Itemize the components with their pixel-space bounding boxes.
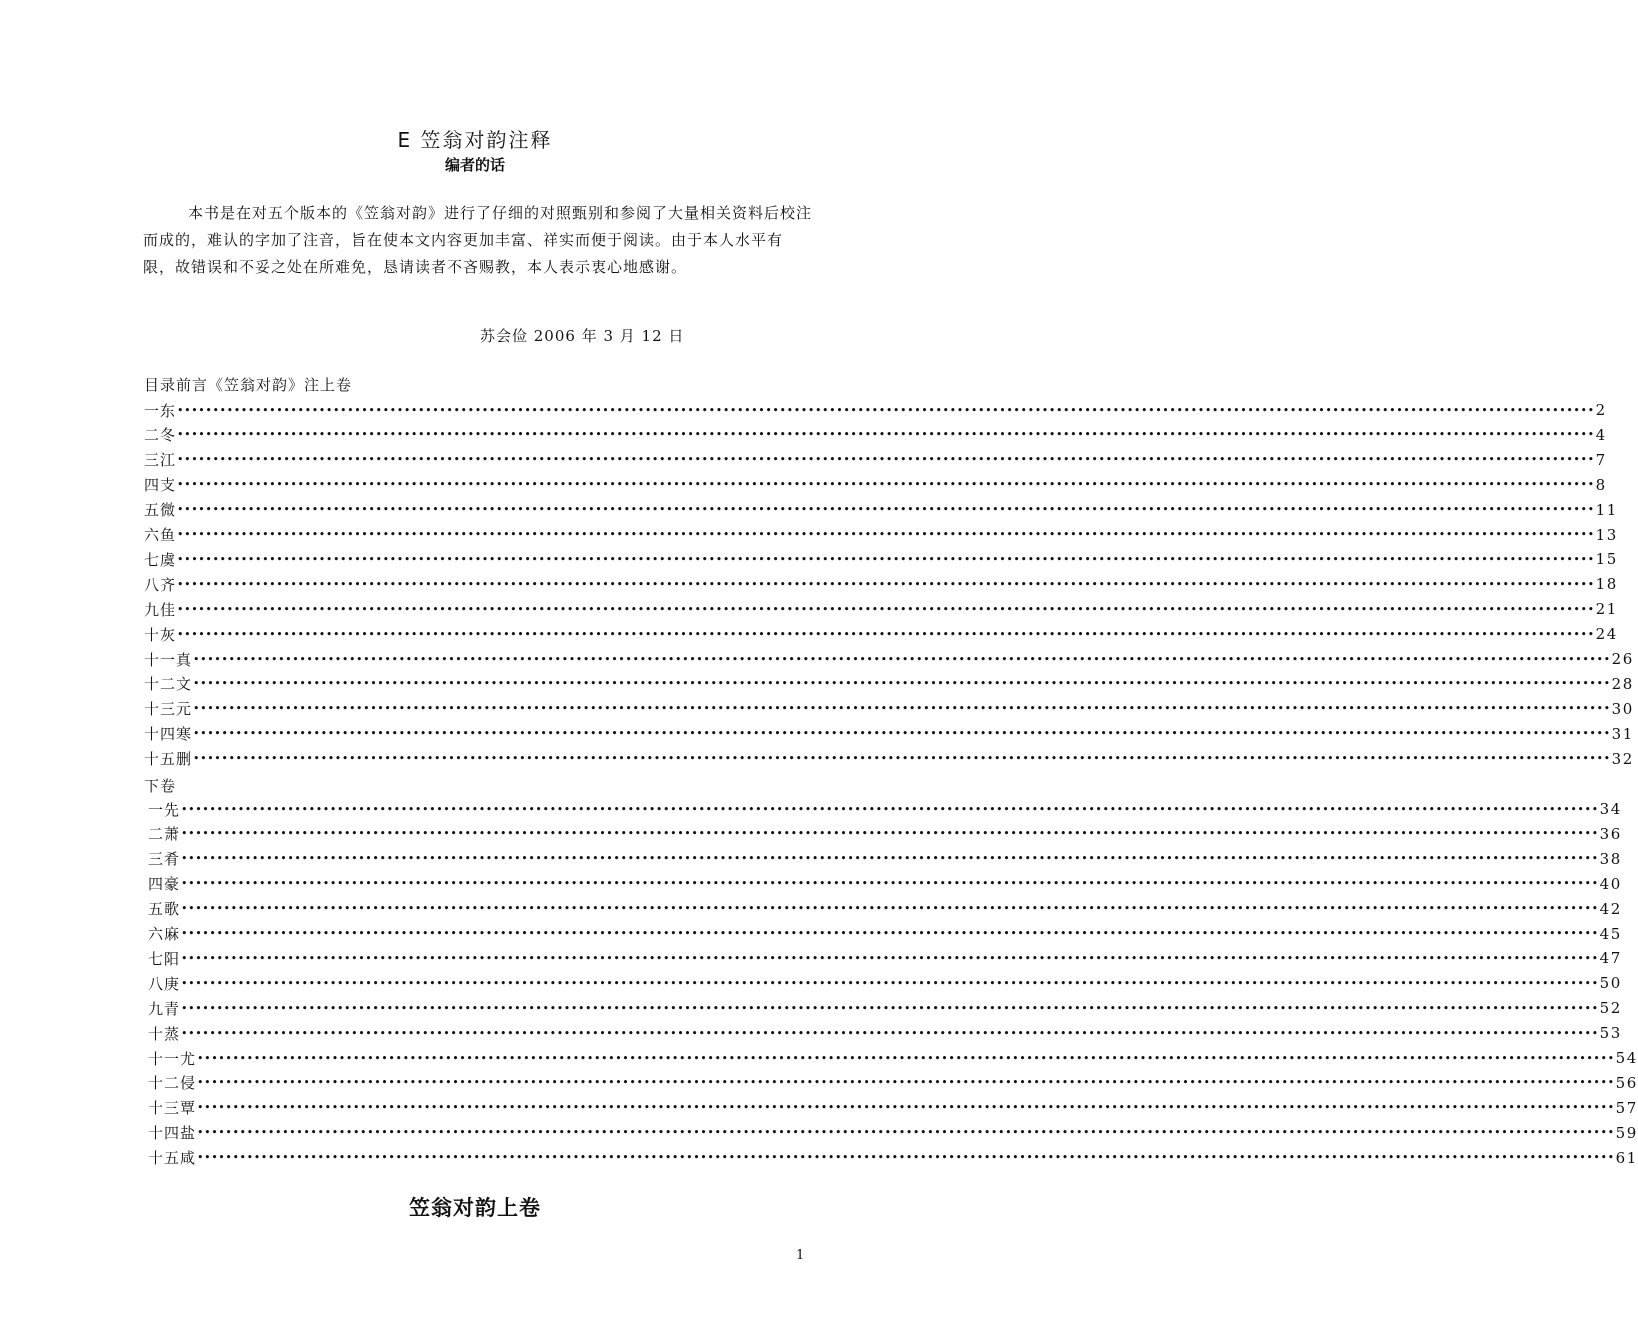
toc-dot-leader: ••••••••••••••••••••••••••••••••••••••••••••••••••••••••••••••••••••••••••••••••••••••••••••••••••••••••••••••••••••••••••••••••••••••••••••••••••••••••••••••••••••••••••••••••••••••••••••••••••••••••	[181, 976, 1599, 990]
toc-entry[interactable]	[144, 398, 1607, 422]
toc-entry[interactable]	[144, 547, 1618, 571]
toc-dot-leader: ••••••••••••••••••••••••••••••••••••••••••••••••••••••••••••••••••••••••••••••••••••••••••••••••••••••••••••••••••••••••••••••••••••••••••••••••••••••••••••••••••••••••••••••••••••••••••••••••••••••••	[197, 1101, 1615, 1115]
toc-entry[interactable]	[144, 1096, 1638, 1120]
toc-entry-page: 7	[1595, 450, 1607, 469]
toc-entry-label: 九青	[148, 999, 181, 1018]
toc-entry[interactable]	[144, 448, 1607, 472]
toc-entry-label: 十二文	[144, 675, 193, 694]
toc-entry-label: 十一真	[144, 650, 193, 669]
toc-dot-leader: ••••••••••••••••••••••••••••••••••••••••••••••••••••••••••••••••••••••••••••••••••••••••••••••••••••••••••••••••••••••••••••••••••••••••••••••••••••••••••••••••••••••••••••••••••••••••••••••••••••••••	[193, 702, 1611, 716]
toc-entry[interactable]	[144, 1071, 1638, 1095]
toc-entry-label: 三肴	[148, 850, 181, 869]
toc-entry-page: 56	[1615, 1073, 1638, 1092]
toc-entry[interactable]	[144, 572, 1618, 596]
toc-entry[interactable]	[144, 697, 1634, 721]
toc-entry-page: 38	[1599, 849, 1622, 868]
toc-entry-page: 34	[1599, 800, 1622, 818]
toc-entry-page: 8	[1595, 475, 1607, 494]
toc-entry[interactable]	[144, 647, 1634, 671]
toc-dot-leader: ••••••••••••••••••••••••••••••••••••••••••••••••••••••••••••••••••••••••••••••••••••••••••••••••••••••••••••••••••••••••••••••••••••••••••••••••••••••••••••••••••••••••••••••••••••••••••••••••••••••••	[177, 478, 1595, 492]
toc-entry[interactable]	[144, 922, 1622, 946]
toc-entry[interactable]	[144, 797, 1622, 821]
toc-entry-label: 五微	[144, 501, 177, 520]
toc-entry-page: 53	[1599, 1024, 1622, 1043]
toc-entry-label: 十灰	[144, 625, 177, 644]
toc-dot-leader: ••••••••••••••••••••••••••••••••••••••••••••••••••••••••••••••••••••••••••••••••••••••••••••••••••••••••••••••••••••••••••••••••••••••••••••••••••••••••••••••••••••••••••••••••••••••••••••••••••••••••	[181, 852, 1599, 866]
toc-entry-label: 一先	[148, 800, 181, 819]
toc-entry[interactable]	[144, 672, 1634, 696]
page-number: 1	[796, 1248, 805, 1263]
toc-entry-page: 50	[1599, 974, 1622, 993]
toc-entry-page: 61	[1615, 1148, 1638, 1167]
toc-entry-label: 七阳	[148, 949, 181, 968]
toc-entry[interactable]	[144, 498, 1618, 522]
toc-dot-leader: ••••••••••••••••••••••••••••••••••••••••••••••••••••••••••••••••••••••••••••••••••••••••••••••••••••••••••••••••••••••••••••••••••••••••••••••••••••••••••••••••••••••••••••••••••••••••••••••••••••••••	[177, 627, 1595, 641]
toc-entry-label: 十三覃	[148, 1099, 197, 1118]
toc-entry-label: 五歌	[148, 900, 181, 919]
author-signature-date: 苏会俭 2006 年 3 月 12 日	[480, 327, 685, 345]
toc-entry-page: 57	[1615, 1098, 1638, 1117]
toc-dot-leader: ••••••••••••••••••••••••••••••••••••••••••••••••••••••••••••••••••••••••••••••••••••••••••••••••••••••••••••••••••••••••••••••••••••••••••••••••••••••••••••••••••••••••••••••••••••••••••••••••••••••••	[193, 752, 1611, 766]
toc-entry-label: 十三元	[144, 700, 193, 719]
toc-entry-page: 30	[1611, 699, 1634, 718]
toc-dot-leader: ••••••••••••••••••••••••••••••••••••••••••••••••••••••••••••••••••••••••••••••••••••••••••••••••••••••••••••••••••••••••••••••••••••••••••••••••••••••••••••••••••••••••••••••••••••••••••••••••••••••••	[193, 652, 1611, 666]
toc-entry-label: 二冬	[144, 426, 177, 445]
toc-entry-label: 六鱼	[144, 526, 177, 544]
toc-dot-leader: ••••••••••••••••••••••••••••••••••••••••••••••••••••••••••••••••••••••••••••••••••••••••••••••••••••••••••••••••••••••••••••••••••••••••••••••••••••••••••••••••••••••••••••••••••••••••••••••••••••••••	[181, 927, 1599, 940]
toc-entry[interactable]	[144, 622, 1618, 646]
toc-entry-label: 十五咸	[148, 1149, 197, 1168]
toc-entry[interactable]	[144, 523, 1618, 547]
toc-entry[interactable]	[144, 423, 1607, 447]
toc-dot-leader: ••••••••••••••••••••••••••••••••••••••••••••••••••••••••••••••••••••••••••••••••••••••••••••••••••••••••••••••••••••••••••••••••••••••••••••••••••••••••••••••••••••••••••••••••••••••••••••••••••••••••	[177, 528, 1595, 541]
toc-entry-page: 45	[1599, 924, 1622, 943]
toc-entry-label: 十五删	[144, 750, 193, 769]
toc-dot-leader: ••••••••••••••••••••••••••••••••••••••••••••••••••••••••••••••••••••••••••••••••••••••••••••••••••••••••••••••••••••••••••••••••••••••••••••••••••••••••••••••••••••••••••••••••••••••••••••••••••••••••	[193, 677, 1611, 691]
toc-entry-label: 十一尤	[148, 1049, 197, 1068]
toc-entry[interactable]	[144, 1121, 1638, 1145]
toc-entry-page: 26	[1611, 650, 1634, 668]
toc-entry[interactable]	[144, 897, 1622, 921]
toc-entry-page: 18	[1595, 575, 1618, 594]
toc-dot-leader: ••••••••••••••••••••••••••••••••••••••••••••••••••••••••••••••••••••••••••••••••••••••••••••••••••••••••••••••••••••••••••••••••••••••••••••••••••••••••••••••••••••••••••••••••••••••••••••••••••••••••	[197, 1151, 1615, 1165]
toc-entry-page: 4	[1595, 425, 1607, 444]
toc-entry[interactable]	[144, 872, 1622, 896]
toc-entry-page: 42	[1599, 899, 1622, 918]
toc-entry-label: 十二侵	[148, 1074, 197, 1093]
toc-dot-leader: ••••••••••••••••••••••••••••••••••••••••••••••••••••••••••••••••••••••••••••••••••••••••••••••••••••••••••••••••••••••••••••••••••••••••••••••••••••••••••••••••••••••••••••••••••••••••••••••••••••••••	[177, 403, 1595, 417]
toc-entry[interactable]	[144, 847, 1622, 871]
toc-dot-leader: ••••••••••••••••••••••••••••••••••••••••••••••••••••••••••••••••••••••••••••••••••••••••••••••••••••••••••••••••••••••••••••••••••••••••••••••••••••••••••••••••••••••••••••••••••••••••••••••••••••••••	[197, 1051, 1615, 1065]
toc-entry-page: 40	[1599, 874, 1622, 893]
toc-dot-leader: ••••••••••••••••••••••••••••••••••••••••••••••••••••••••••••••••••••••••••••••••••••••••••••••••••••••••••••••••••••••••••••••••••••••••••••••••••••••••••••••••••••••••••••••••••••••••••••••••••••••••	[181, 951, 1599, 965]
toc-entry-page: 24	[1595, 625, 1618, 644]
toc-entry-label: 十蒸	[148, 1024, 181, 1043]
toc-dot-leader: ••••••••••••••••••••••••••••••••••••••••••••••••••••••••••••••••••••••••••••••••••••••••••••••••••••••••••••••••••••••••••••••••••••••••••••••••••••••••••••••••••••••••••••••••••••••••••••••••••••••••	[181, 1001, 1599, 1015]
toc-entry[interactable]	[144, 473, 1607, 497]
toc-entry-page: 15	[1595, 550, 1618, 569]
toc-entry-page: 59	[1615, 1123, 1638, 1142]
toc-entry-page: 32	[1611, 749, 1634, 768]
toc-dot-leader: ••••••••••••••••••••••••••••••••••••••••••••••••••••••••••••••••••••••••••••••••••••••••••••••••••••••••••••••••••••••••••••••••••••••••••••••••••••••••••••••••••••••••••••••••••••••••••••••••••••••••	[193, 727, 1611, 741]
toc-entry[interactable]	[144, 1046, 1638, 1070]
toc-entry[interactable]	[144, 722, 1634, 746]
toc-entry-page: 36	[1599, 824, 1622, 843]
toc-entry-page: 28	[1611, 674, 1634, 693]
toc-entry[interactable]	[144, 946, 1622, 970]
toc-entry-page: 31	[1611, 724, 1634, 743]
toc-entry[interactable]	[144, 822, 1622, 846]
toc-dot-leader: ••••••••••••••••••••••••••••••••••••••••••••••••••••••••••••••••••••••••••••••••••••••••••••••••••••••••••••••••••••••••••••••••••••••••••••••••••••••••••••••••••••••••••••••••••••••••••••••••••••••••	[177, 602, 1595, 616]
toc-entry-label: 三江	[144, 451, 177, 470]
toc-entry-page: 13	[1595, 525, 1618, 544]
toc-entry-page: 2	[1595, 401, 1607, 419]
toc-entry-label: 十四寒	[144, 725, 193, 744]
section-title: 笠翁对韵上卷	[409, 1196, 541, 1220]
toc-lower-volume-label: 下卷	[144, 776, 177, 795]
toc-dot-leader: ••••••••••••••••••••••••••••••••••••••••••••••••••••••••••••••••••••••••••••••••••••••••••••••••••••••••••••••••••••••••••••••••••••••••••••••••••••••••••••••••••••••••••••••••••••••••••••••••••••••••	[197, 1126, 1615, 1140]
toc-entry[interactable]	[144, 1146, 1638, 1170]
toc-heading: 目录前言《笠翁对韵》注上卷	[144, 376, 353, 394]
toc-entry-label: 四豪	[148, 875, 181, 894]
intro-paragraph: 本书是在对五个版本的《笠翁对韵》进行了仔细的对照甄别和参阅了大量相关资料后校注而成的，难认的字加了注音，旨在使本文内容更加丰富、祥实而便于阅读。由于本人水平有限，故错误和不妥之处在所难免，恳请读者不吝赐教，本人表示衷心地感谢。	[143, 204, 813, 276]
toc-dot-leader: ••••••••••••••••••••••••••••••••••••••••••••••••••••••••••••••••••••••••••••••••••••••••••••••••••••••••••••••••••••••••••••••••••••••••••••••••••••••••••••••••••••••••••••••••••••••••••••••••••••••••	[177, 577, 1595, 591]
toc-dot-leader: ••••••••••••••••••••••••••••••••••••••••••••••••••••••••••••••••••••••••••••••••••••••••••••••••••••••••••••••••••••••••••••••••••••••••••••••••••••••••••••••••••••••••••••••••••••••••••••••••••••••••	[181, 1026, 1599, 1040]
toc-dot-leader: ••••••••••••••••••••••••••••••••••••••••••••••••••••••••••••••••••••••••••••••••••••••••••••••••••••••••••••••••••••••••••••••••••••••••••••••••••••••••••••••••••••••••••••••••••••••••••••••••••••••••	[181, 902, 1599, 916]
toc-entry[interactable]	[144, 597, 1618, 621]
toc-entry[interactable]	[144, 1021, 1622, 1045]
toc-entry-label: 一东	[144, 401, 177, 420]
toc-dot-leader: ••••••••••••••••••••••••••••••••••••••••••••••••••••••••••••••••••••••••••••••••••••••••••••••••••••••••••••••••••••••••••••••••••••••••••••••••••••••••••••••••••••••••••••••••••••••••••••••••••••••••	[177, 552, 1595, 566]
toc-dot-leader: ••••••••••••••••••••••••••••••••••••••••••••••••••••••••••••••••••••••••••••••••••••••••••••••••••••••••••••••••••••••••••••••••••••••••••••••••••••••••••••••••••••••••••••••••••••••••••••••••••••••••	[177, 453, 1595, 467]
toc-entry-page: 54	[1615, 1049, 1638, 1067]
toc-dot-leader: ••••••••••••••••••••••••••••••••••••••••••••••••••••••••••••••••••••••••••••••••••••••••••••••••••••••••••••••••••••••••••••••••••••••••••••••••••••••••••••••••••••••••••••••••••••••••••••••••••••••••	[181, 802, 1599, 816]
intro-paragraph-block	[143, 200, 813, 281]
document-subtitle: 编者的话	[444, 156, 505, 174]
toc-entry-label: 九佳	[144, 600, 177, 619]
toc-entry-label: 六麻	[148, 925, 181, 943]
toc-entry-label: 十四盐	[148, 1124, 197, 1143]
toc-dot-leader: ••••••••••••••••••••••••••••••••••••••••••••••••••••••••••••••••••••••••••••••••••••••••••••••••••••••••••••••••••••••••••••••••••••••••••••••••••••••••••••••••••••••••••••••••••••••••••••••••••••••••	[181, 877, 1599, 891]
toc-entry[interactable]	[144, 971, 1622, 995]
toc-dot-leader: ••••••••••••••••••••••••••••••••••••••••••••••••••••••••••••••••••••••••••••••••••••••••••••••••••••••••••••••••••••••••••••••••••••••••••••••••••••••••••••••••••••••••••••••••••••••••••••••••••••••••	[197, 1076, 1615, 1090]
toc-entry-label: 八庚	[148, 974, 181, 993]
toc-entry[interactable]	[144, 996, 1622, 1020]
document-title: E 笠翁对韵注释	[397, 128, 553, 152]
toc-entry-page: 47	[1599, 949, 1622, 968]
toc-entry-page: 11	[1595, 500, 1618, 519]
toc-entry-label: 七虞	[144, 550, 177, 569]
toc-entry-page: 21	[1595, 600, 1618, 619]
toc-dot-leader: ••••••••••••••••••••••••••••••••••••••••••••••••••••••••••••••••••••••••••••••••••••••••••••••••••••••••••••••••••••••••••••••••••••••••••••••••••••••••••••••••••••••••••••••••••••••••••••••••••••••••	[177, 428, 1595, 442]
toc-entry-label: 八齐	[144, 575, 177, 594]
toc-entry[interactable]	[144, 747, 1634, 771]
toc-entry-label: 二萧	[148, 825, 181, 844]
toc-entry-label: 四支	[144, 476, 177, 495]
toc-dot-leader: ••••••••••••••••••••••••••••••••••••••••••••••••••••••••••••••••••••••••••••••••••••••••••••••••••••••••••••••••••••••••••••••••••••••••••••••••••••••••••••••••••••••••••••••••••••••••••••••••••••••••	[181, 827, 1599, 841]
toc-dot-leader: ••••••••••••••••••••••••••••••••••••••••••••••••••••••••••••••••••••••••••••••••••••••••••••••••••••••••••••••••••••••••••••••••••••••••••••••••••••••••••••••••••••••••••••••••••••••••••••••••••••••••	[177, 503, 1595, 517]
toc-entry-page: 52	[1599, 999, 1622, 1018]
